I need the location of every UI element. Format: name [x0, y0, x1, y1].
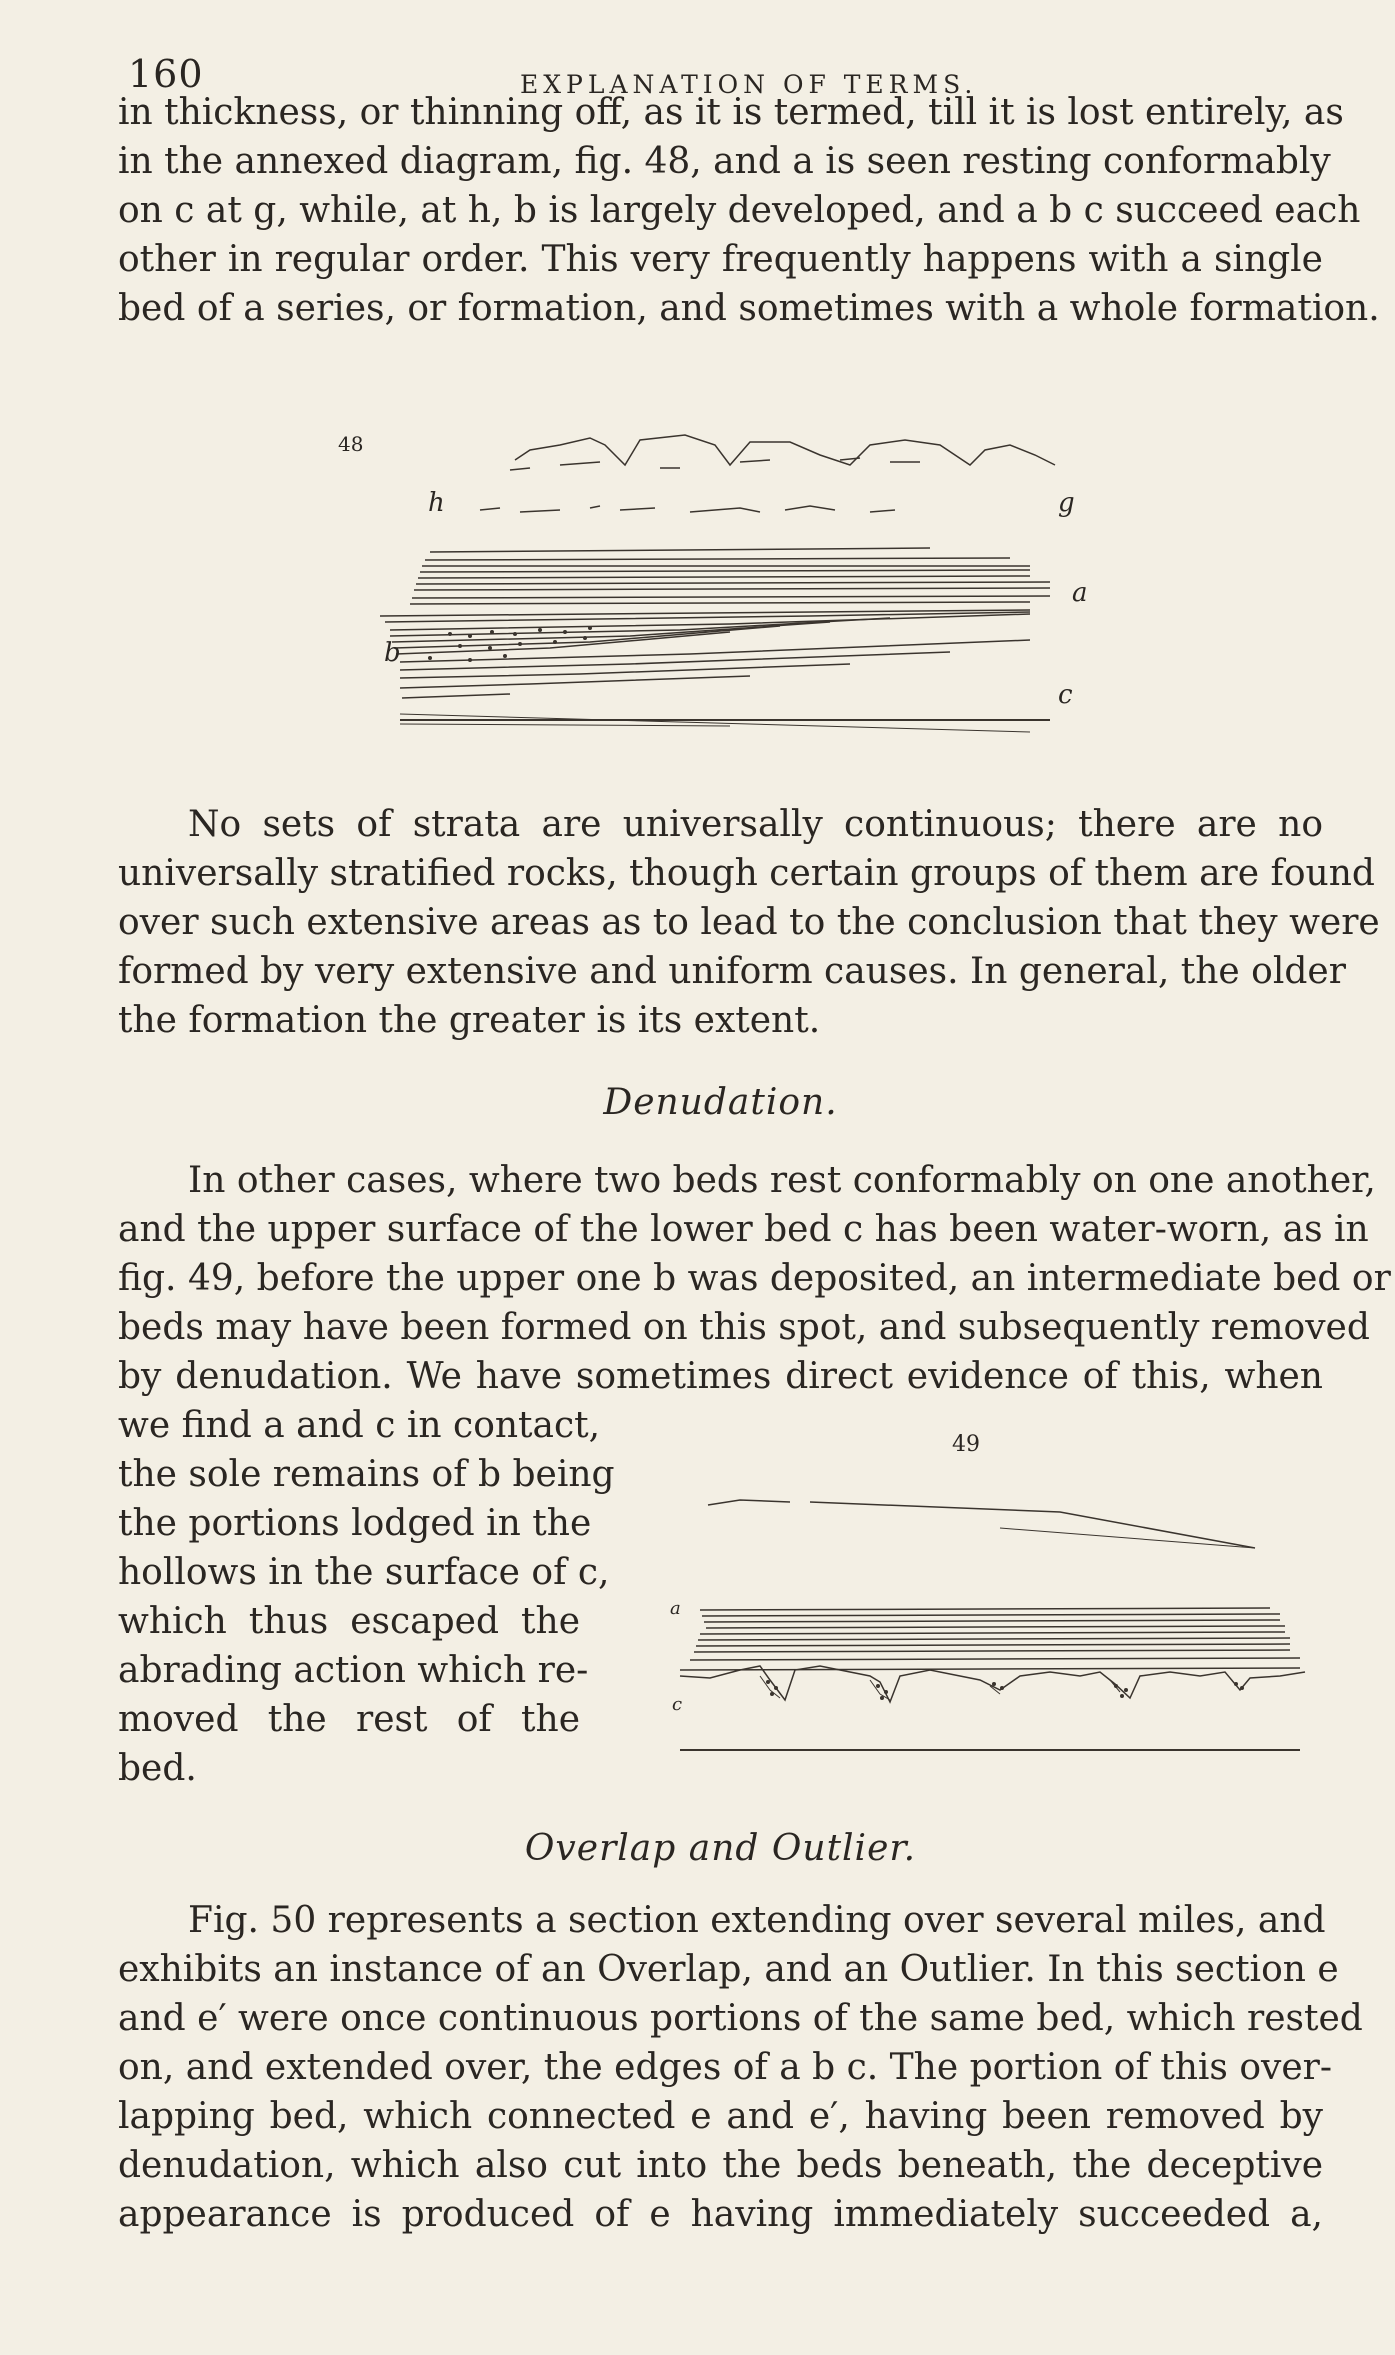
figure-49-diagram: [640, 1480, 1320, 1770]
page-number: 160: [128, 52, 204, 96]
text-line: formed by very extensive and uniform causes. In general, the older: [118, 951, 1346, 992]
figure-48-label-c: c: [1058, 680, 1073, 710]
text-line: the portions lodged in the: [118, 1503, 592, 1544]
text-line: and the upper surface of the lower bed c has been water-worn, as in: [118, 1209, 1369, 1250]
text-line: universally stratified rocks, though certain groups of them are found: [118, 853, 1375, 894]
text-line: over such extensive areas as to lead to the conclusion that they were: [118, 902, 1380, 943]
figure-49-number: 49: [952, 1432, 980, 1457]
figure-48-label-g: g: [1058, 488, 1075, 518]
text-line: denudation, which also cut into the beds beneath, the deceptive: [118, 2145, 1323, 2186]
text-line: which thus escaped the: [118, 1601, 580, 1642]
text-line: and e′ were once continuous portions of the same bed, which rested: [118, 1998, 1363, 2039]
text-line: Fig. 50 represents a section extending over several miles, and: [188, 1900, 1326, 1941]
text-line: No sets of strata are universally continuous; there are no: [188, 804, 1323, 845]
text-line: in the annexed diagram, fig. 48, and a is seen resting conformably: [118, 141, 1331, 182]
figure-48-label-a: a: [1072, 578, 1088, 608]
figure-49-label-c: c: [672, 1694, 683, 1715]
paragraph-continuity: [118, 800, 1380, 1045]
text-line: fig. 49, before the upper one b was deposited, an intermediate bed or: [118, 1258, 1391, 1299]
section-heading-overlap-outlier: Overlap and Outlier.: [524, 1828, 917, 1869]
text-line: exhibits an instance of an Overlap, and an Outlier. In this section e: [118, 1949, 1339, 1990]
text-line: In other cases, where two beds rest conformably on one another,: [188, 1160, 1376, 1201]
text-line: bed.: [118, 1748, 197, 1789]
text-line: moved the rest of the: [118, 1699, 580, 1740]
figure-48-label-h: h: [428, 488, 445, 518]
figure-48-diagram: [330, 420, 1130, 750]
text-line: we find a and c in contact,: [118, 1405, 601, 1446]
text-line: appearance is produced of e having immediately succeeded a,: [118, 2194, 1323, 2235]
text-line: in thickness, or thinning off, as it is termed, till it is lost entirely, as: [118, 92, 1344, 133]
text-line: by denudation. We have sometimes direct evidence of this, when: [118, 1356, 1323, 1397]
figure-48-number: 48: [338, 432, 364, 456]
text-line: other in regular order. This very frequently happens with a single: [118, 239, 1323, 280]
text-line: lapping bed, which connected e and e′, having been removed by: [118, 2096, 1323, 2137]
paragraph-thinning-off: [118, 88, 1380, 333]
running-title: EXPLANATION OF TERMS.: [520, 70, 978, 99]
section-heading-denudation: Denudation.: [603, 1082, 838, 1123]
text-line: beds may have been formed on this spot, and subsequently removed: [118, 1307, 1370, 1348]
paragraph-denudation: [118, 1156, 1391, 1401]
paragraph-denudation-side: [118, 1401, 615, 1793]
text-line: hollows in the surface of c,: [118, 1552, 610, 1593]
text-line: the formation the greater is its extent.: [118, 1000, 821, 1041]
paragraph-overlap: [118, 1896, 1363, 2239]
figure-49-label-a: a: [670, 1598, 681, 1619]
text-line: abrading action which re-: [118, 1650, 589, 1691]
text-line: on, and extended over, the edges of a b c. The portion of this over-: [118, 2047, 1333, 2088]
figure-48-label-b: b: [384, 638, 401, 668]
text-line: bed of a series, or formation, and sometimes with a whole formation.: [118, 288, 1380, 329]
text-line: on c at g, while, at h, b is largely developed, and a b c succeed each: [118, 190, 1361, 231]
text-line: the sole remains of b being: [118, 1454, 615, 1495]
